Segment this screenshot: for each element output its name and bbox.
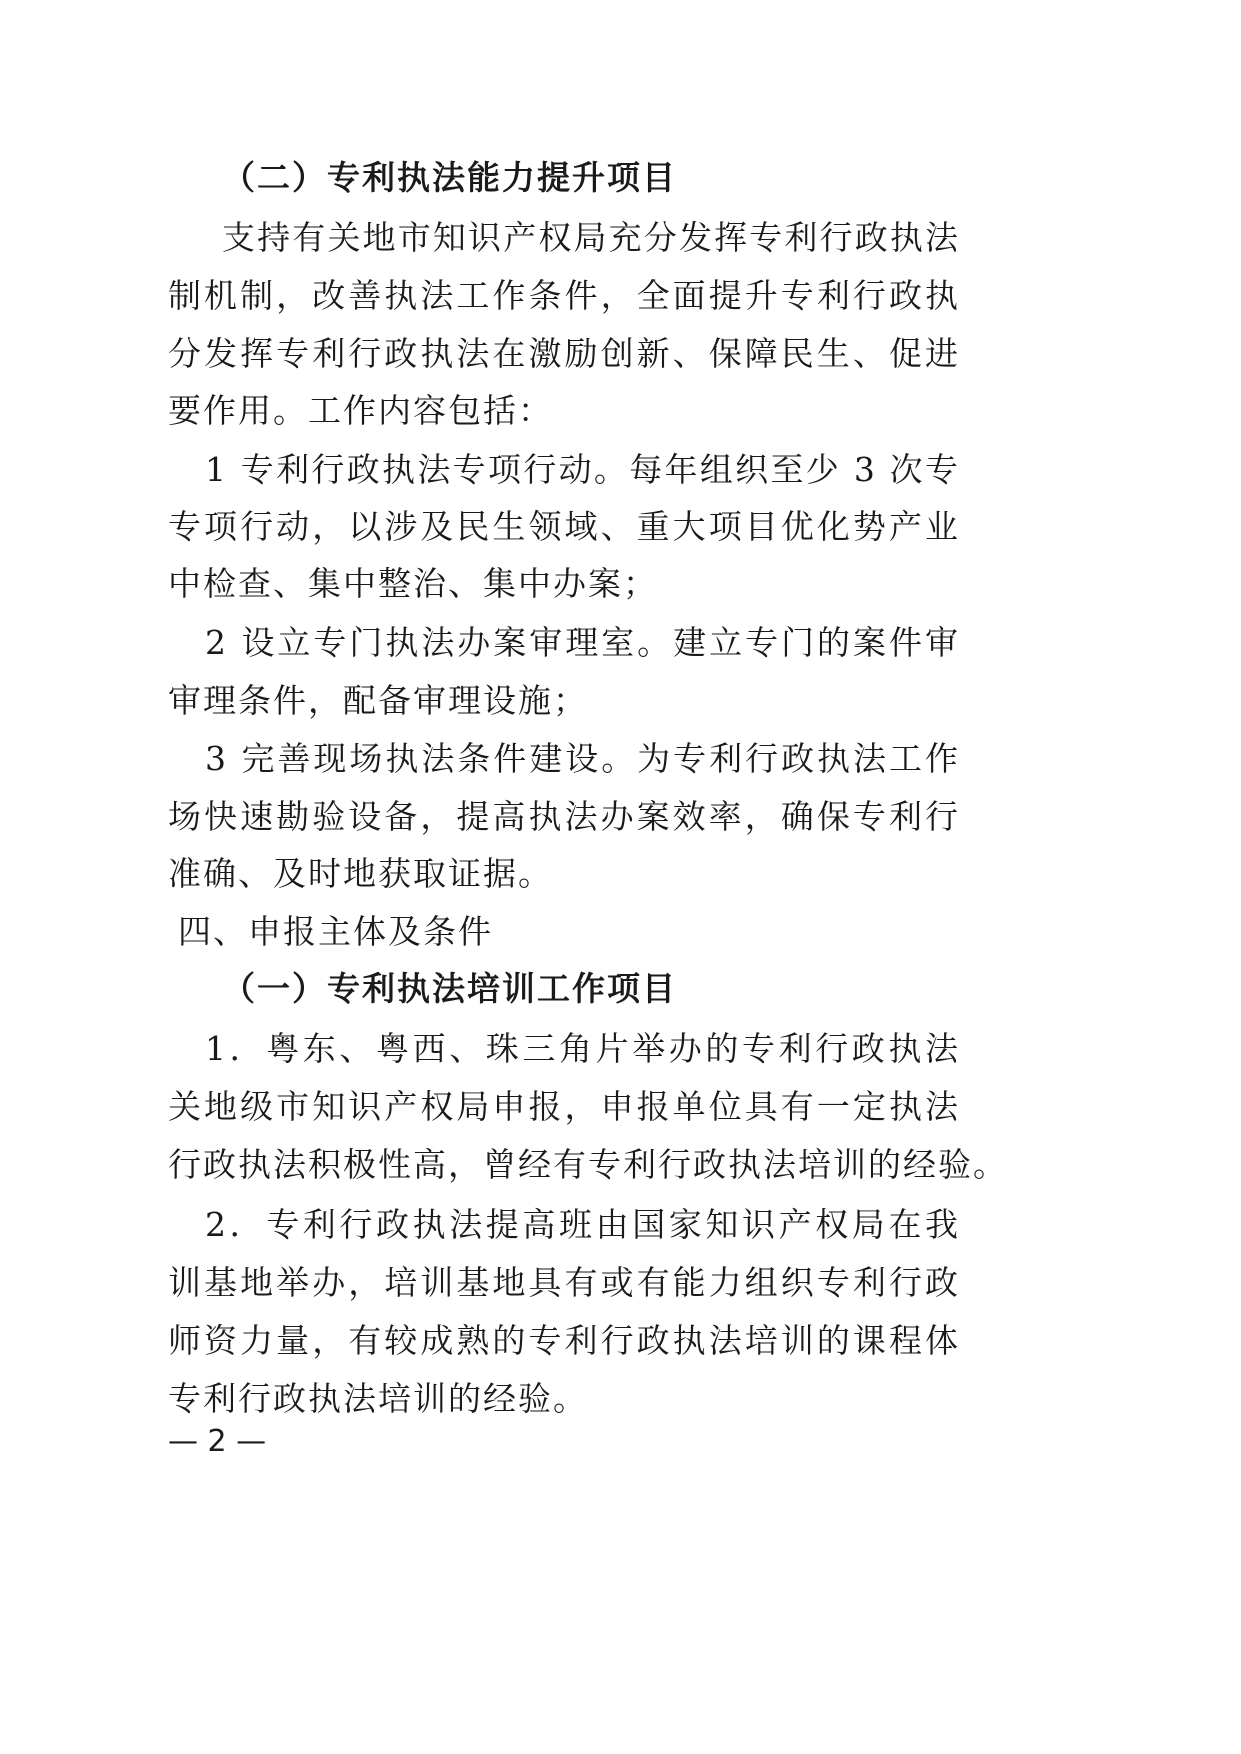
paragraph-line: 分发挥专利行政执法在激励创新、保障民生、促进 <box>168 334 960 373</box>
paragraph-line: 专利行政执法培训的经验。 <box>168 1379 588 1418</box>
paragraph-line: 关地级市知识产权局申报，申报单位具有一定执法 <box>168 1087 960 1126</box>
paragraph-line: 1．粤东、粤西、珠三角片举办的专利行政执法 <box>205 1029 960 1068</box>
list-item-line: 场快速勘验设备，提高执法办案效率，确保专利行 <box>168 797 960 836</box>
section-heading-applicants: 四、申报主体及条件 <box>178 912 493 951</box>
list-item-line: 1 专利行政执法专项行动。每年组织至少 3 次专 <box>205 450 960 489</box>
list-item-line: 审理条件，配备审理设施； <box>168 681 588 720</box>
heading-patent-enforcement-training: （一）专利执法培训工作项目 <box>222 969 677 1008</box>
paragraph-line: 支持有关地市知识产权局充分发挥专利行政执法 <box>222 218 960 257</box>
list-item-line: 2 设立专门执法办案审理室。建立专门的案件审 <box>205 623 960 662</box>
paragraph-line: 制机制，改善执法工作条件，全面提升专利行政执 <box>168 276 960 315</box>
paragraph-line: 2．专利行政执法提高班由国家知识产权局在我 <box>205 1205 960 1244</box>
paragraph-line: 师资力量，有较成熟的专利行政执法培训的课程体 <box>168 1321 960 1360</box>
page-number: — 2 — <box>168 1424 267 1459</box>
list-item-line: 专项行动，以涉及民生领域、重大项目优化势产业 <box>168 507 960 546</box>
list-item-line: 中检查、集中整治、集中办案； <box>168 564 658 603</box>
list-item-line: 3 完善现场执法条件建设。为专利行政执法工作 <box>205 739 960 778</box>
paragraph-line: 要作用。工作内容包括： <box>168 391 553 430</box>
paragraph-line: 训基地举办，培训基地具有或有能力组织专利行政 <box>168 1263 960 1302</box>
paragraph-line: 行政执法积极性高，曾经有专利行政执法培训的经验。 <box>168 1145 1008 1184</box>
heading-patent-enforcement-capability: （二）专利执法能力提升项目 <box>222 158 677 197</box>
list-item-line: 准确、及时地获取证据。 <box>168 854 553 893</box>
